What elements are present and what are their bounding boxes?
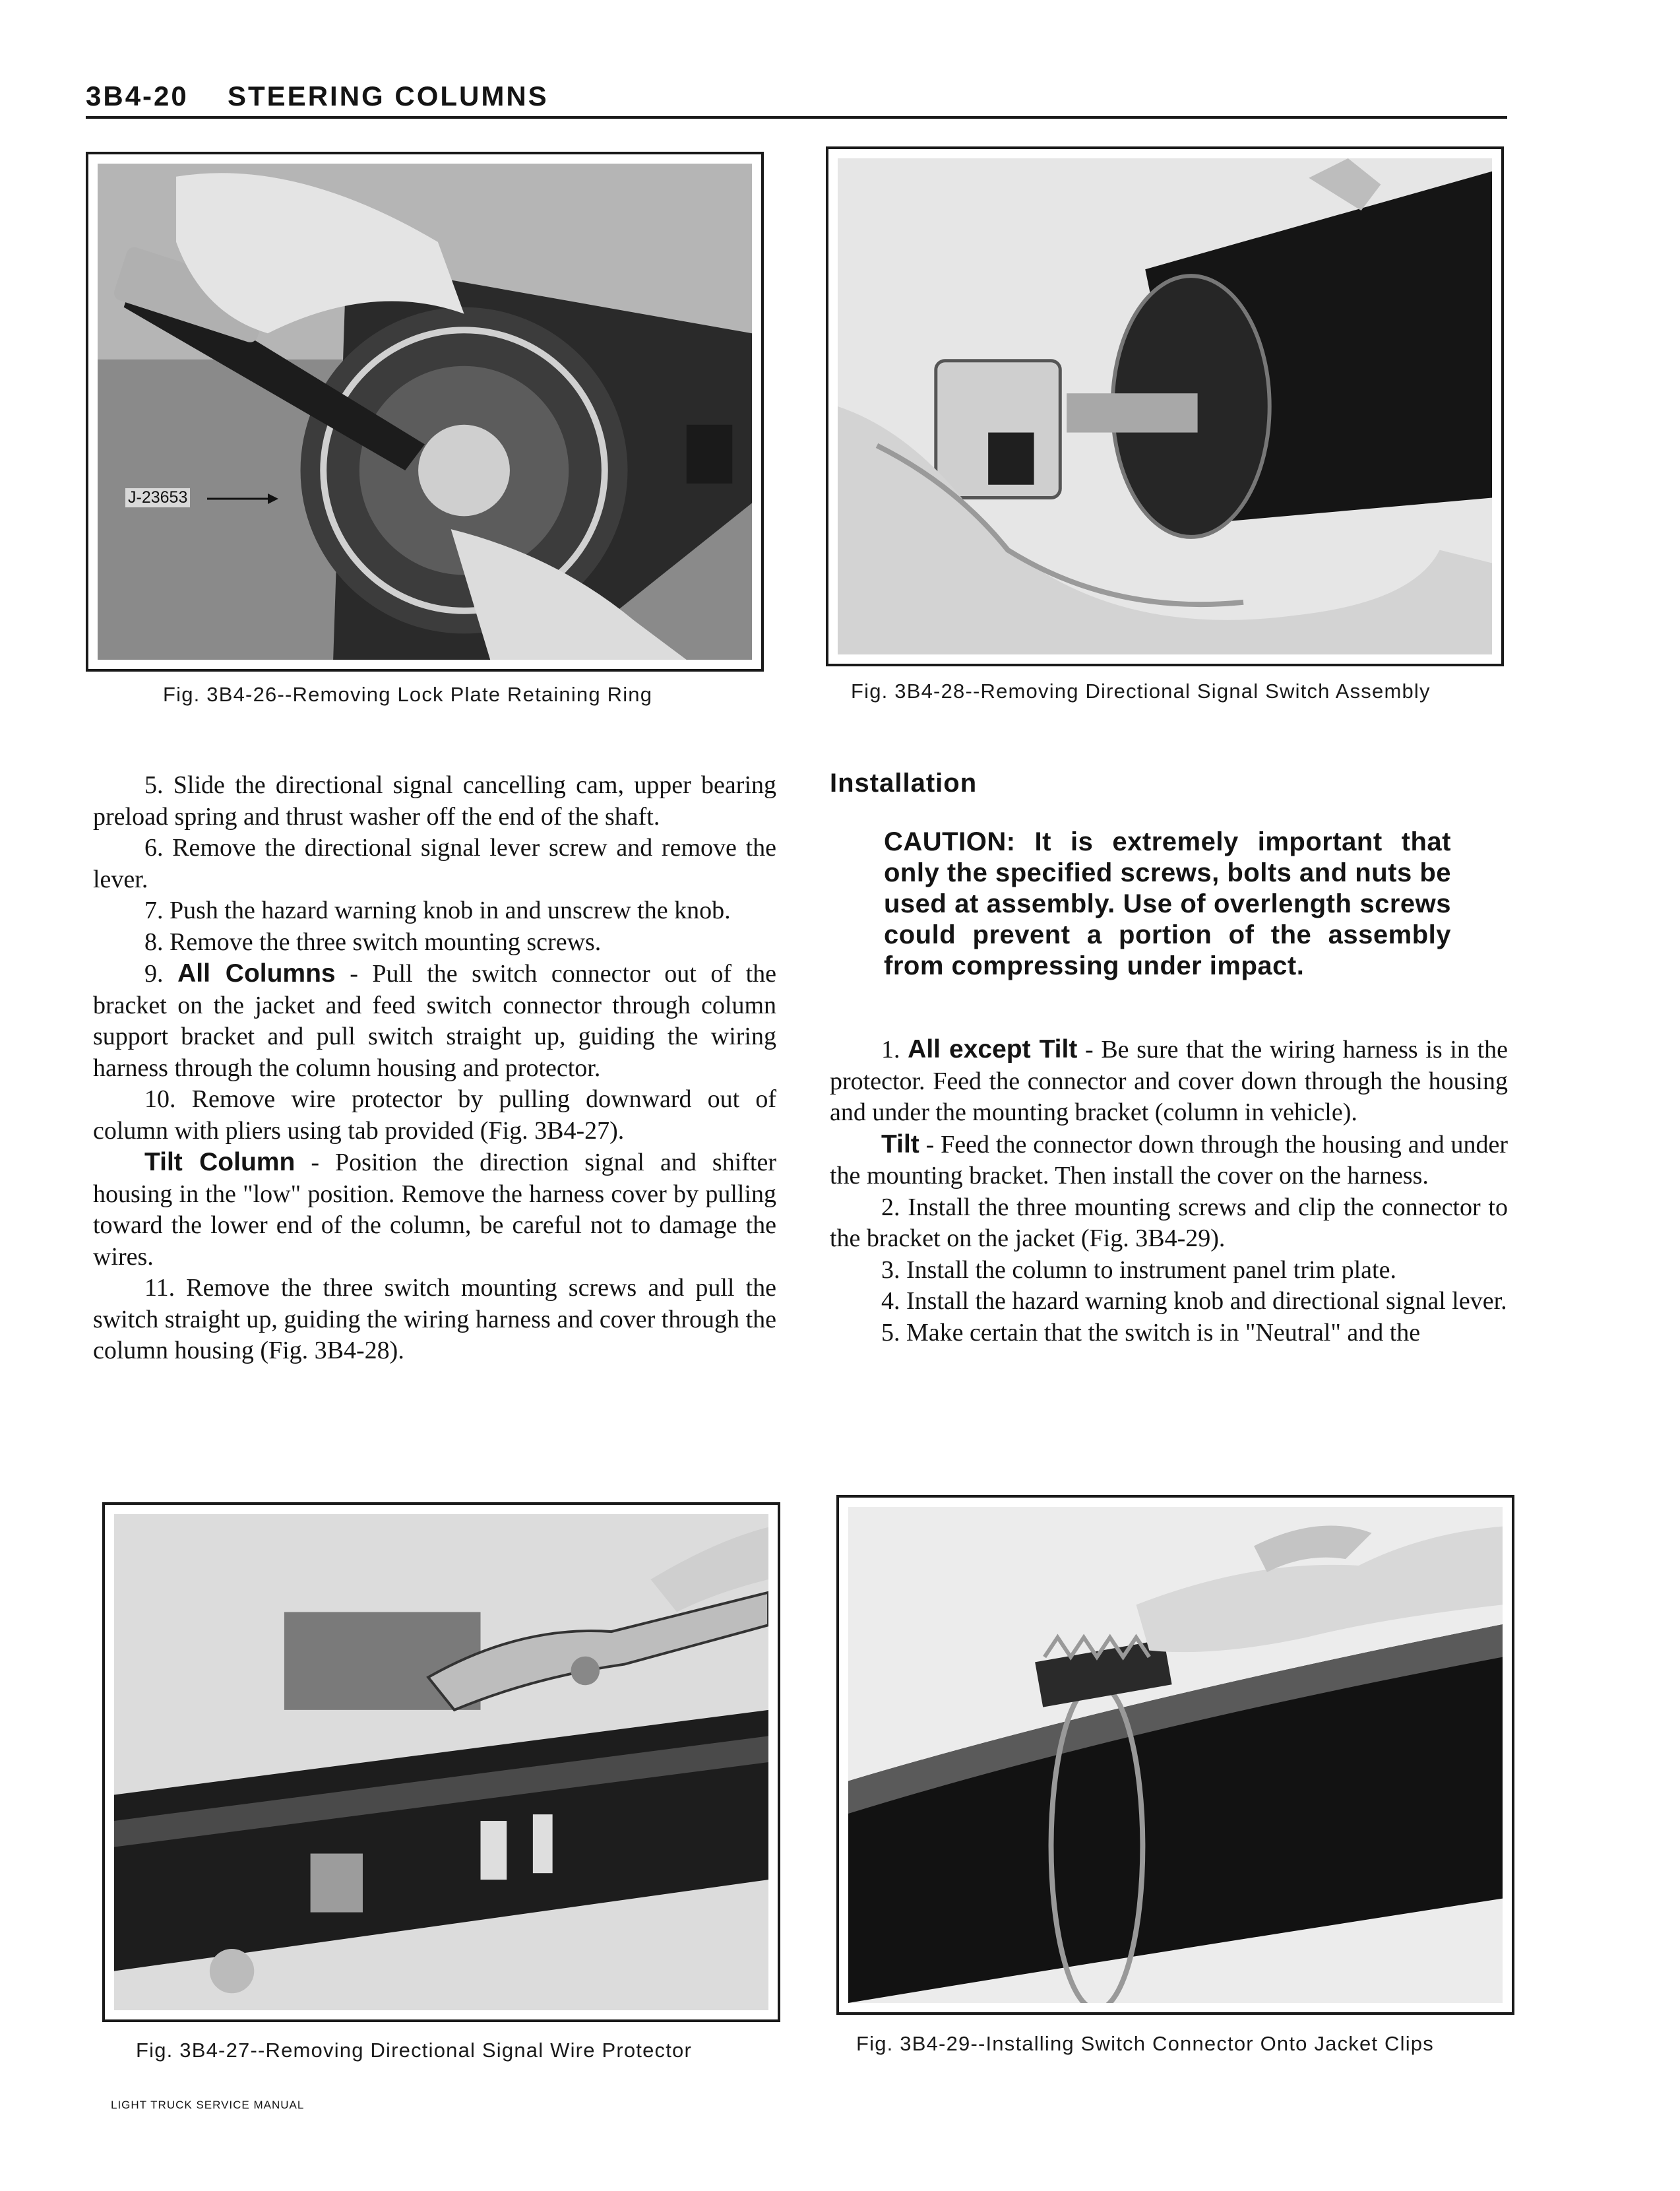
figure-3b4-26-caption: Fig. 3B4-26--Removing Lock Plate Retaining Ring xyxy=(163,683,653,706)
install-step-1-lead: All except Tilt xyxy=(908,1035,1078,1064)
figure-3b4-29 xyxy=(836,1495,1514,2015)
install-tilt-lead: Tilt xyxy=(881,1129,919,1159)
tilt-column-text: - Position the direction signal and shifter housing in the "low" position. Remove the harness cover by pulling toward the lower end of the column, be careful not to damage the wires. xyxy=(93,1149,777,1271)
figure-3b4-29-caption: Fig. 3B4-29--Installing Switch Connector Onto Jacket Clips xyxy=(856,2032,1434,2055)
step-6-remove-lever: 6. Remove the directional signal lever screw and remove the lever. xyxy=(93,834,776,893)
right-column-text xyxy=(830,1034,1508,1349)
installation-heading: Installation xyxy=(830,769,978,798)
photo-directional-signal-wire-protector xyxy=(114,1514,768,2010)
install-step-4: 4. Install the hazard warning knob and directional signal lever. xyxy=(881,1287,1507,1315)
step-5-remove-cam: 5. Slide the directional signal cancelling cam, upper bearing preload spring and thrust washer off the end of the shaft. xyxy=(93,771,776,831)
caution-notice: CAUTION: It is extremely important that only the specified screws, bolts and nuts be used at assembly. Use of overlength screws could prevent a portion of the assembly from compressing under impact. xyxy=(884,827,1451,980)
tool-label-j23653: J-23653 xyxy=(125,488,190,507)
install-tilt-text: - Feed the connector down through the housing and under the mounting bracket. Then install the cover on the harness. xyxy=(830,1130,1508,1190)
install-step-2: 2. Install the three mounting screws and clip the connector to the bracket on the jacket (Fig. 3B4-29). xyxy=(830,1193,1508,1252)
page-footer: LIGHT TRUCK SERVICE MANUAL xyxy=(111,2099,305,2111)
page-header xyxy=(86,77,1507,119)
tilt-column-lead: Tilt Column xyxy=(144,1148,296,1176)
install-step-1-number: 1. xyxy=(881,1036,900,1064)
section-title: STEERING COLUMNS xyxy=(228,80,549,111)
tilt-column-paragraph xyxy=(93,1147,776,1273)
step-9-text: - Pull the switch connector out of the bracket on the jacket and feed switch connector through column support bracket and pull switch straight up, guiding the wiring harness through the column housing and protector. xyxy=(93,960,777,1082)
left-column-text xyxy=(93,770,776,1367)
figure-3b4-28 xyxy=(826,146,1504,666)
figure-3b4-28-caption: Fig. 3B4-28--Removing Directional Signal Switch Assembly xyxy=(851,680,1431,703)
photo-switch-connector-jacket-clips xyxy=(848,1507,1503,2003)
install-step-5: 5. Make certain that the switch is in "Neutral" and the xyxy=(881,1318,1421,1347)
install-step-1-text: - Be sure that the wiring harness is in the protector. Feed the connector and cover down through the housing and under the mounting bracket (column in vehicle). xyxy=(830,1036,1509,1126)
figure-3b4-27-caption: Fig. 3B4-27--Removing Directional Signal Wire Protector xyxy=(136,2039,693,2062)
tool-pointer-arrow xyxy=(207,491,280,507)
step-9-all-columns xyxy=(93,958,776,1084)
figure-3b4-26 xyxy=(86,152,764,672)
figure-3b4-27 xyxy=(102,1502,780,2022)
install-step-3: 3. Install the column to instrument panel trim plate. xyxy=(881,1255,1396,1284)
step-11-pull-switch: 11. Remove the three switch mounting screws and pull the switch straight up, guiding the wiring harness and cover through the column housing (Fig. 3B4-28). xyxy=(93,1274,776,1364)
step-7-hazard-knob: 7. Push the hazard warning knob in and unscrew the knob. xyxy=(144,897,731,924)
step-10-wire-protector: 10. Remove wire protector by pulling downward out of column with pliers using tab provided (Fig. 3B4-27). xyxy=(93,1085,776,1145)
photo-directional-signal-switch-assembly xyxy=(838,158,1492,654)
install-step-1 xyxy=(830,1034,1508,1129)
photo-lock-plate-retaining-ring xyxy=(98,164,752,660)
page-number: 3B4-20 xyxy=(86,80,189,111)
step-9-number: 9. xyxy=(144,960,164,988)
step-9-lead: All Columns xyxy=(177,959,336,988)
step-8-mounting-screws: 8. Remove the three switch mounting screws. xyxy=(144,928,602,956)
install-tilt-paragraph xyxy=(830,1129,1508,1192)
